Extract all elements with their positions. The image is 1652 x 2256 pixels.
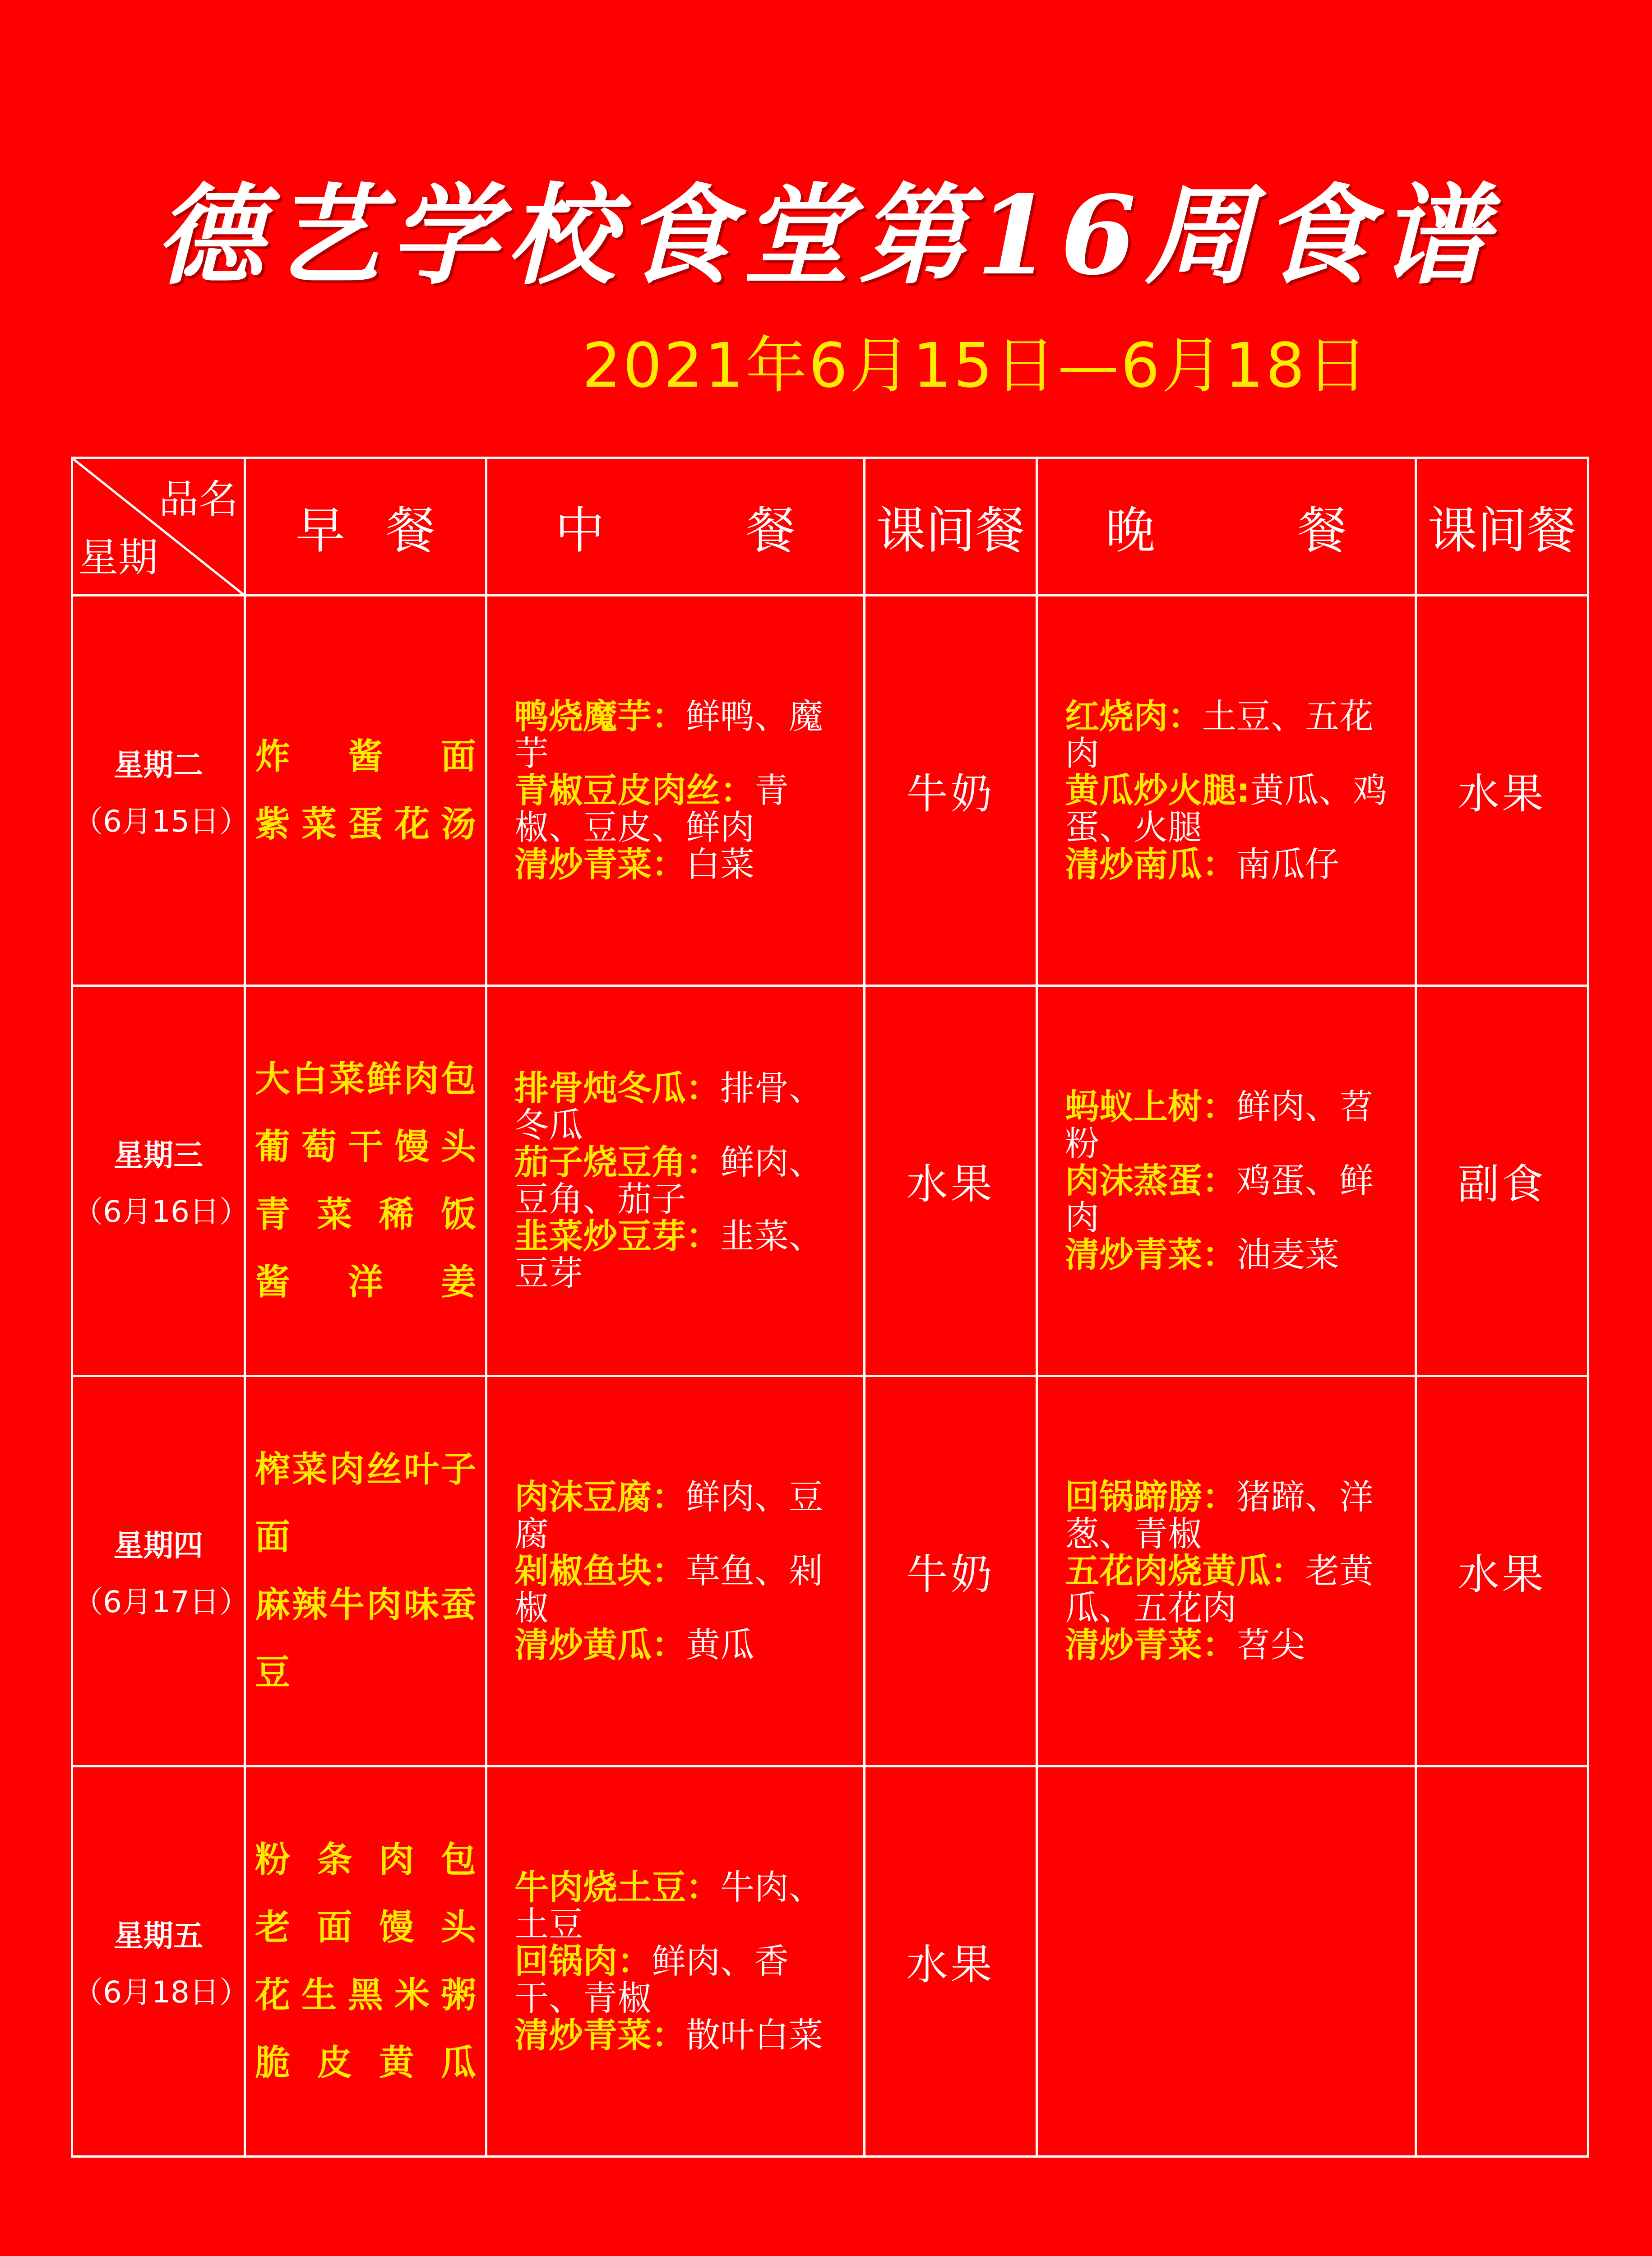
snack-1-cell: 水果 <box>865 1766 1037 2157</box>
lunch-cell <box>486 1766 865 2157</box>
breakfast-cell <box>245 986 486 1376</box>
breakfast-item: 粉条肉包 <box>255 1840 476 1880</box>
header-breakfast: 早 餐 <box>245 458 486 596</box>
dish-item: 蚂蚁上树：鲜肉、苕粉 <box>1065 1086 1374 1164</box>
day-cell <box>72 596 249 986</box>
dish-item: 黄瓜炒火腿:黄瓜、鸡蛋、火腿 <box>1065 770 1388 847</box>
dish-item: 清炒青菜：散叶白菜 <box>514 2015 823 2055</box>
header-snack-1: 课间餐 <box>865 458 1037 596</box>
dish-item: 清炒青菜：油麦菜 <box>1065 1234 1339 1275</box>
menu-table <box>71 457 1589 2158</box>
breakfast-item: 脆皮黄瓜 <box>255 2043 476 2083</box>
day-name: 星期二 <box>114 748 203 782</box>
day-date: （6月18日） <box>73 1975 249 2010</box>
header-lunch: 中 餐 <box>486 458 865 596</box>
snack-1-cell: 牛奶 <box>865 1376 1037 1766</box>
header-row <box>72 458 1588 596</box>
dish-item: 肉沫蒸蛋：鸡蛋、鲜肉 <box>1065 1160 1374 1238</box>
breakfast-item: 酱 洋 姜 <box>255 1262 476 1303</box>
dish-item: 红烧肉：土豆、五花肉 <box>1065 696 1374 773</box>
day-cell <box>72 986 249 1376</box>
breakfast-item: 紫菜蛋花汤 <box>255 804 476 845</box>
snack-2-cell: 副食 <box>1416 986 1588 1376</box>
breakfast-item: 花生黑米粥 <box>255 1975 476 2016</box>
page-title: 德艺学校食堂第16周食谱 <box>155 172 1497 299</box>
table-row <box>72 1766 1588 2157</box>
dish-item: 清炒青菜：白菜 <box>514 844 754 884</box>
header-dinner: 晚 餐 <box>1037 458 1416 596</box>
dish-item: 茄子烧豆角：鲜肉、豆角、茄子 <box>514 1142 823 1219</box>
snack-2-cell: 水果 <box>1416 1376 1588 1766</box>
day-cell <box>72 1376 249 1766</box>
day-name: 星期三 <box>114 1138 203 1173</box>
breakfast-item: 青菜稀饭 <box>255 1194 476 1235</box>
corner-label-dish: 品名 <box>158 476 238 522</box>
dish-item: 五花肉烧黄瓜：老黄瓜、五花肉 <box>1065 1551 1374 1628</box>
breakfast-item: 葡萄干馒头 <box>255 1127 476 1167</box>
dish-item: 牛肉烧土豆：牛肉、土豆 <box>514 1867 823 1944</box>
dish-item: 青椒豆皮肉丝：青椒、豆皮、鲜肉 <box>514 770 789 847</box>
dish-item: 清炒黄瓜：黄瓜 <box>514 1625 754 1665</box>
footnote <box>77 2251 784 2256</box>
dish-item: 回锅肉：鲜肉、香干、青椒 <box>514 1941 789 2018</box>
dish-item: 排骨炖冬瓜：排骨、冬瓜 <box>514 1068 823 1145</box>
dinner-cell <box>1037 596 1416 986</box>
header-snack-2: 课间餐 <box>1416 458 1588 596</box>
lunch-cell <box>486 1376 865 1766</box>
day-date: （6月16日） <box>73 1194 249 1229</box>
snack-2-cell: 水果 <box>1416 596 1588 986</box>
snack-2-cell <box>1416 1766 1588 2157</box>
table-row <box>72 986 1588 1376</box>
dish-item: 肉沫豆腐：鲜肉、豆腐 <box>514 1477 823 1554</box>
snack-1-cell: 水果 <box>865 986 1037 1376</box>
date-range: 2021年6月15日—6月18日 <box>582 330 1370 402</box>
table-row <box>72 596 1588 986</box>
dish-item: 剁椒鱼块：草鱼、剁椒 <box>514 1551 823 1628</box>
lunch-cell <box>486 986 865 1376</box>
lunch-cell <box>486 596 865 986</box>
dish-item: 韭菜炒豆芽：韭菜、豆芽 <box>514 1216 823 1293</box>
day-date: （6月15日） <box>73 804 249 839</box>
day-date: （6月17日） <box>73 1585 249 1619</box>
dinner-cell <box>1037 1376 1416 1766</box>
table-row <box>72 1376 1588 1766</box>
breakfast-cell <box>245 596 486 986</box>
dish-item: 清炒青菜：苕尖 <box>1065 1625 1305 1665</box>
breakfast-item: 炸 酱 面 <box>255 736 476 777</box>
breakfast-item: 麻辣牛肉味蚕豆 <box>255 1585 476 1693</box>
day-name: 星期四 <box>114 1528 203 1563</box>
dinner-cell <box>1037 1766 1416 2157</box>
snack-1-cell: 牛奶 <box>865 596 1037 986</box>
breakfast-cell <box>245 1376 486 1766</box>
corner-label-weekday: 星期 <box>79 534 158 581</box>
day-name: 星期五 <box>114 1919 203 1953</box>
day-cell <box>72 1766 249 2157</box>
breakfast-item: 榨菜肉丝叶子面 <box>255 1449 476 1558</box>
breakfast-item: 大白菜鲜肉包 <box>255 1059 476 1100</box>
breakfast-cell <box>245 1766 486 2157</box>
breakfast-item: 老面馒头 <box>255 1907 476 1948</box>
dish-item: 鸭烧魔芋：鲜鸭、魔芋 <box>514 696 823 773</box>
dish-item: 清炒南瓜：南瓜仔 <box>1065 844 1339 884</box>
dinner-cell <box>1037 986 1416 1376</box>
corner-cell <box>72 458 245 596</box>
dish-item: 回锅蹄膀：猪蹄、洋葱、青椒 <box>1065 1477 1374 1554</box>
